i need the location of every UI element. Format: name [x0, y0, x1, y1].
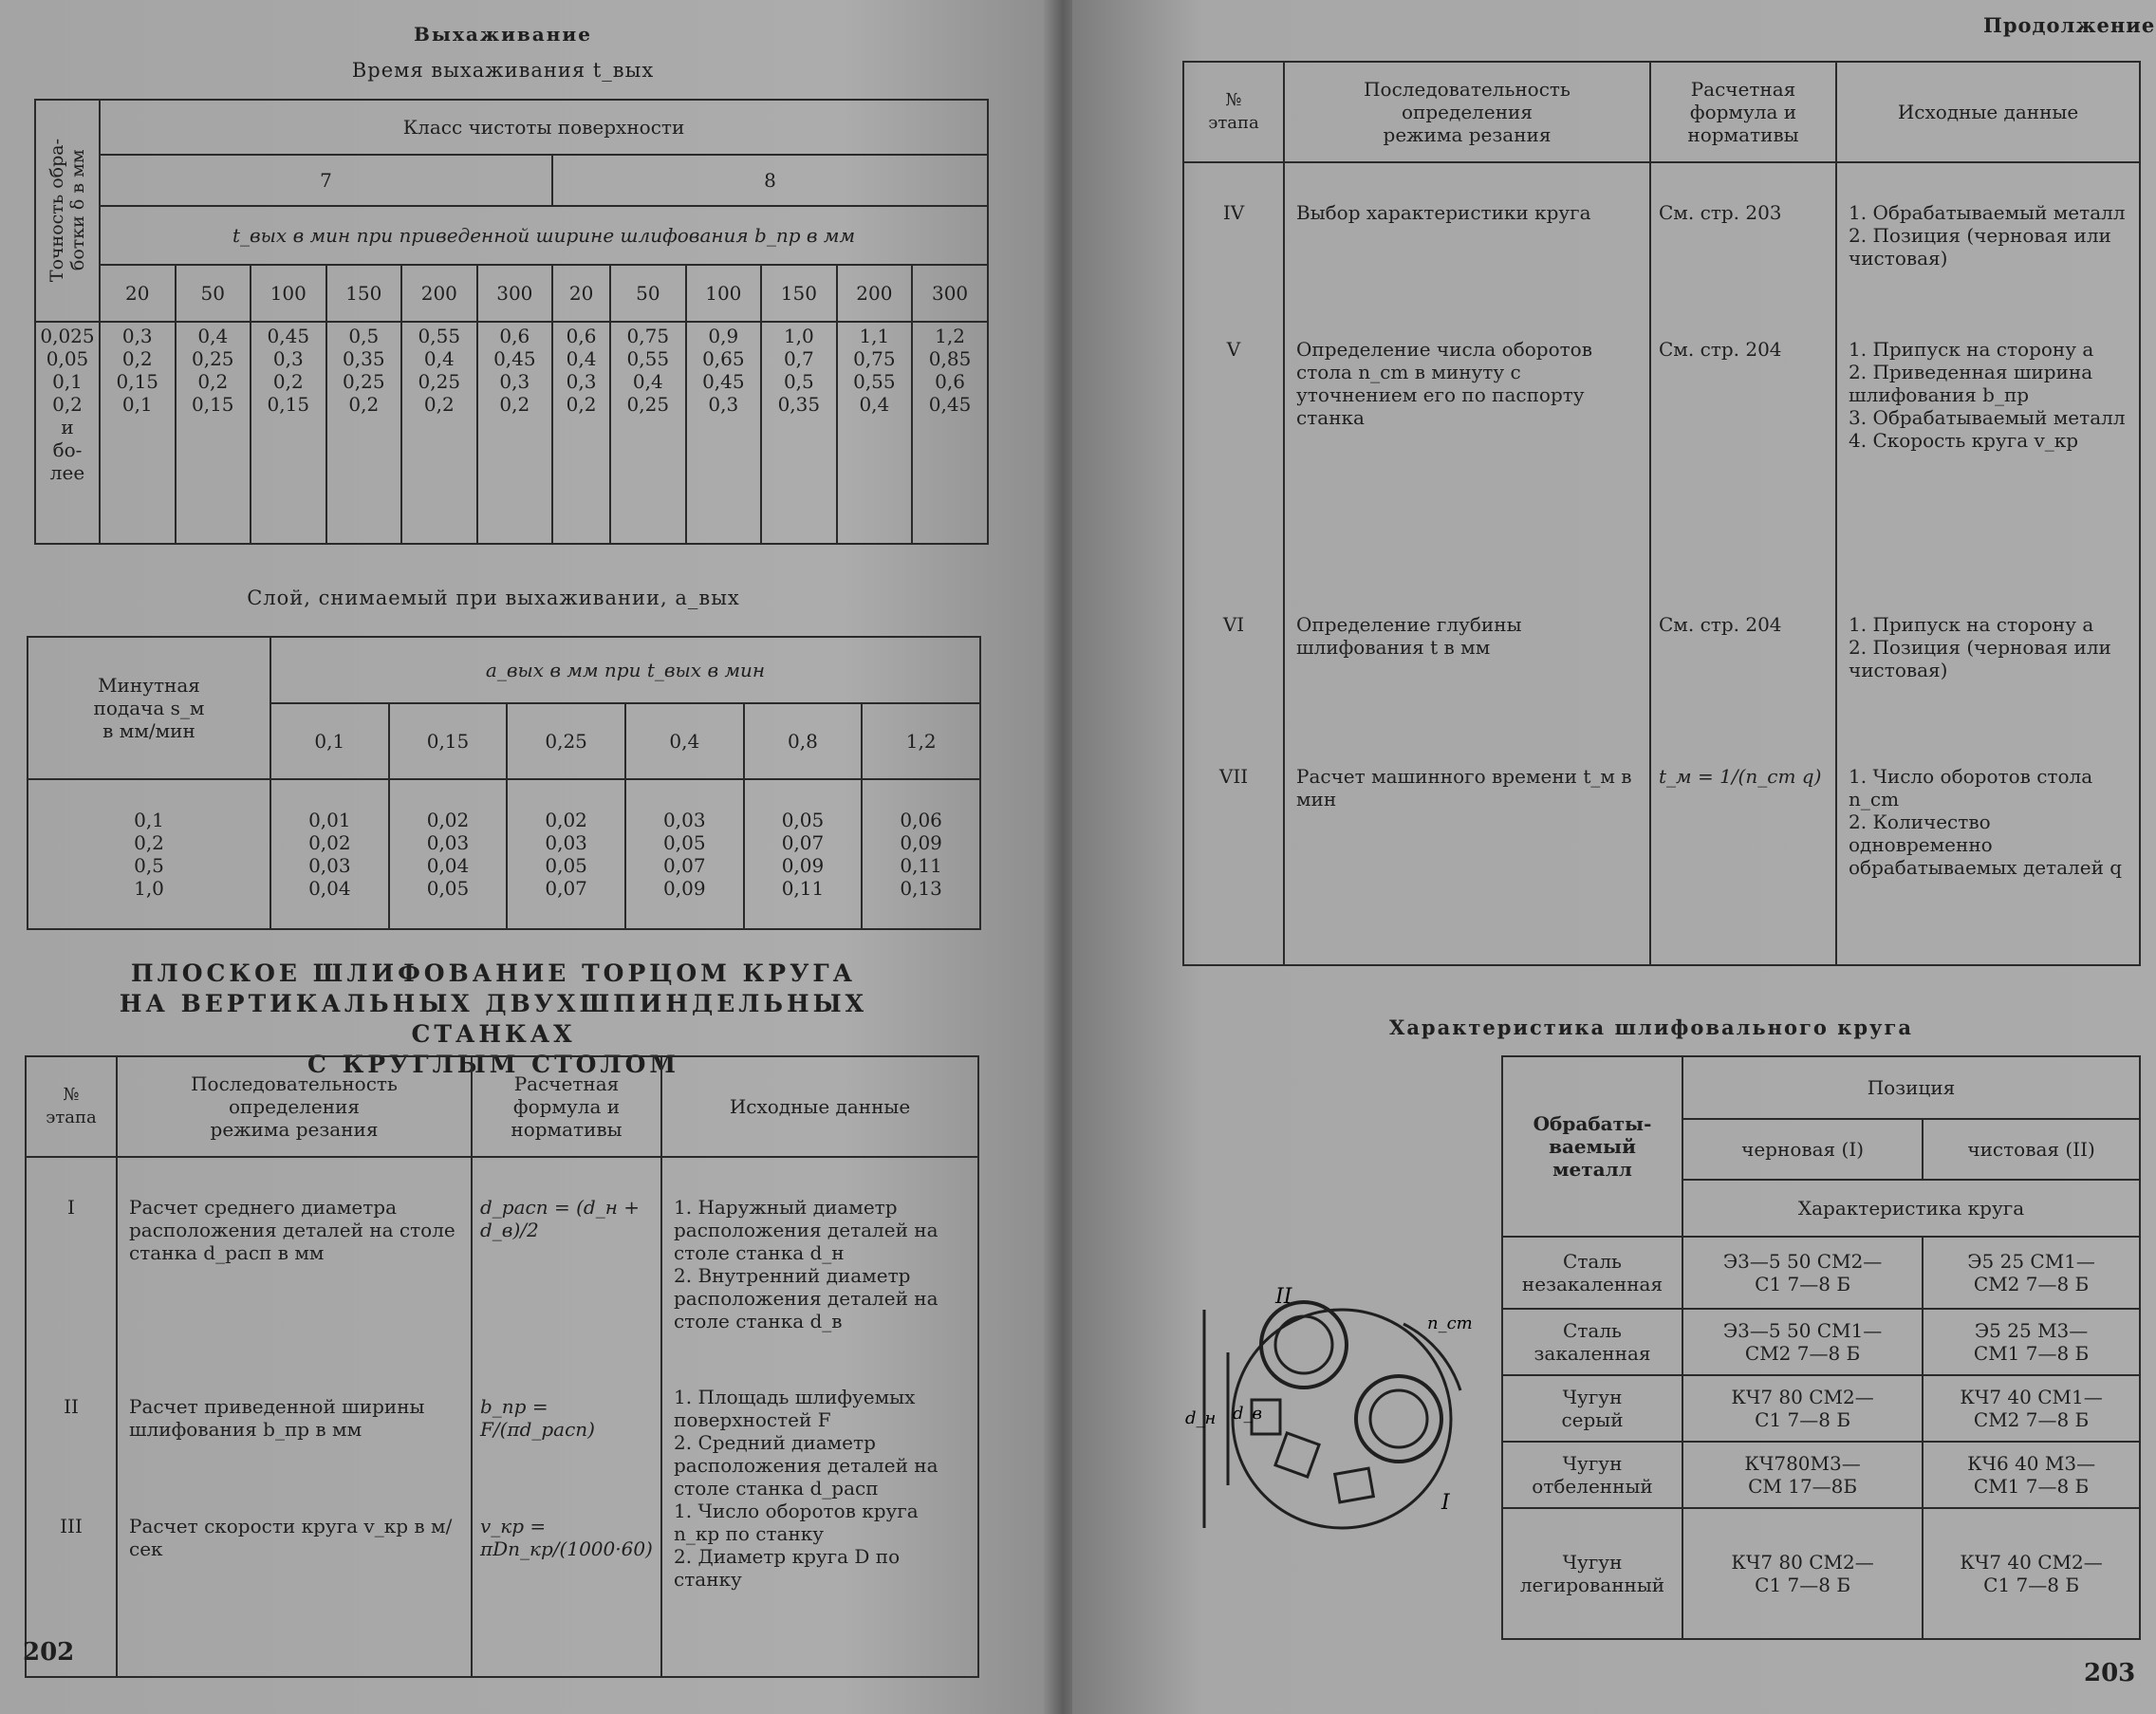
time-cell: 0,25 — [507, 703, 625, 779]
finish-cell: Э5 25 М3— СМ1 7—8 Б — [1923, 1309, 2140, 1375]
value-column: 0,75 0,55 0,4 0,25 — [610, 322, 686, 544]
sequence-cell: Выбор характеристики круга Определение числа оборотов стола n_cm в минуту с уточнением его по паспорту станка Определение глубины шлифования t в мм Расчет машинного времени t_м в мин — [1284, 162, 1650, 965]
page-number-right: 203 — [2084, 1659, 2136, 1687]
width-cell: 200 — [401, 265, 477, 322]
time-cell: 0,4 — [625, 703, 744, 779]
right-page — [1072, 0, 2156, 1714]
width-cell: 20 — [552, 265, 610, 322]
wheel-finish-inner — [1370, 1390, 1427, 1447]
table-wheel-spec — [1182, 1055, 2141, 1640]
formula-cell: См. стр. 203 См. стр. 204 См. стр. 204 t_м = 1/(n_cm q) — [1650, 162, 1836, 965]
col-inputs-header: Исходные данные — [661, 1056, 978, 1157]
position-header: Позиция — [1682, 1056, 2140, 1119]
finish-cell: КЧ6 40 М3— СМ1 7—8 Б — [1923, 1442, 2140, 1508]
time-cell: 0,15 — [389, 703, 508, 779]
metal-cell: Чугун отбеленный — [1502, 1442, 1682, 1508]
table-stages-2 — [1182, 61, 2141, 966]
value-column: 1,2 0,85 0,6 0,45 — [912, 322, 988, 544]
finish-cell: КЧ7 40 СМ2— С1 7—8 Б — [1923, 1508, 2140, 1639]
rotary-table-diagram — [1185, 1276, 1498, 1561]
stage-cell: IV V VI VII — [1183, 162, 1284, 965]
value-column: 1,1 0,75 0,55 0,4 — [837, 322, 913, 544]
metal-cell: Сталь закаленная — [1502, 1309, 1682, 1375]
width-cell: 100 — [251, 265, 326, 322]
label-II: II — [1275, 1285, 1292, 1309]
metal-header: Обрабаты- ваемый металл — [1502, 1056, 1682, 1237]
width-cell: 300 — [477, 265, 553, 322]
sequence-cell: Расчет среднего диаметра расположения деталей на столе станка d_расп в мм Расчет приведенной ширины шлифования b_пр в мм Расчет скорости круга v_кр в м/сек — [117, 1157, 472, 1677]
inputs-cell: 1. Наружный диаметр расположения деталей на столе станка d_н 2. Внутренний диаметр расположения деталей на столе станка d_в 1. Площадь шлифуемых поверхностей F 2. Средний диаметр расположения деталей на столе станка d_расп 1. Число оборотов круга n_кр по станку 2. Диаметр круга D по станку — [661, 1157, 978, 1677]
label-dv: d_в — [1233, 1404, 1262, 1424]
diagram-cell — [1182, 1056, 1502, 1639]
col-sequence-header: Последовательность определения режима резания — [117, 1056, 472, 1157]
width-cell: 50 — [176, 265, 251, 322]
time-subheader: t_вых в мин при приведенной ширине шлифования b_пр в мм — [100, 206, 988, 265]
label-dn: d_н — [1185, 1408, 1217, 1428]
layer-column: 0,03 0,05 0,07 0,09 — [625, 779, 744, 929]
accuracy-header: Точность обра- ботки δ в мм — [35, 100, 100, 322]
finish-cell: Э5 25 СМ1— СМ2 7—8 Б — [1923, 1237, 2140, 1309]
part-1 — [1275, 1433, 1319, 1477]
layer-column: 0,06 0,09 0,11 0,13 — [862, 779, 980, 929]
time-caption: Время выхаживания t_вых — [351, 59, 655, 82]
layer-header: a_вых в мм при t_вых в мин — [270, 637, 980, 703]
part-2 — [1335, 1468, 1374, 1502]
metal-cell: Чугун легированный — [1502, 1508, 1682, 1639]
feed-values: 0,1 0,2 0,5 1,0 — [28, 779, 270, 929]
col-formula-header: Расчетная формула и нормативы — [1650, 62, 1836, 162]
class-header: Класс чистоты поверхности — [100, 100, 988, 155]
rough-header: черновая (I) — [1682, 1119, 1923, 1180]
rough-cell: КЧ7 80 СМ2— С1 7—8 Б — [1682, 1508, 1923, 1639]
layer-column: 0,01 0,02 0,03 0,04 — [270, 779, 389, 929]
wheel-char-header: Характеристика круга — [1682, 1180, 2140, 1237]
layer-column: 0,02 0,03 0,04 0,05 — [389, 779, 508, 929]
label-n: n_cm — [1427, 1313, 1473, 1333]
accuracy-values: 0,025 0,05 0,1 0,2 и бо- лее — [35, 322, 100, 544]
value-column: 1,0 0,7 0,5 0,35 — [761, 322, 837, 544]
width-cell: 300 — [912, 265, 988, 322]
col-sequence-header: Последовательность определения режима резания — [1284, 62, 1650, 162]
width-cell: 150 — [761, 265, 837, 322]
layer-column: 0,05 0,07 0,09 0,11 — [744, 779, 863, 929]
value-column: 0,45 0,3 0,2 0,15 — [251, 322, 326, 544]
value-column: 0,6 0,4 0,3 0,2 — [552, 322, 610, 544]
col-stage-header: № этапа — [1183, 62, 1284, 162]
feed-header: Минутная подача s_м в мм/мин — [28, 637, 270, 779]
class-8: 8 — [552, 155, 988, 206]
finish-cell: КЧ7 40 СМ1— СМ2 7—8 Б — [1923, 1375, 2140, 1442]
value-column: 0,3 0,2 0,15 0,1 — [100, 322, 176, 544]
rough-cell: Э3—5 50 СМ2— С1 7—8 Б — [1682, 1237, 1923, 1309]
layer-caption: Слой, снимаемый при выхаживании, a_вых — [247, 587, 740, 609]
value-column: 0,5 0,35 0,25 0,2 — [326, 322, 402, 544]
rough-cell: Э3—5 50 СМ1— СМ2 7—8 Б — [1682, 1309, 1923, 1375]
page-number-left: 202 — [23, 1638, 75, 1667]
rough-cell: КЧ7 80 СМ2— С1 7—8 Б — [1682, 1375, 1923, 1442]
stage-cell: I II III — [26, 1157, 117, 1677]
table-spark-out-layer — [27, 636, 981, 930]
value-column: 0,9 0,65 0,45 0,3 — [686, 322, 762, 544]
width-cell: 150 — [326, 265, 402, 322]
value-column: 0,6 0,45 0,3 0,2 — [477, 322, 553, 544]
table-spark-out-time — [34, 99, 989, 545]
width-cell: 50 — [610, 265, 686, 322]
metal-cell: Чугун серый — [1502, 1375, 1682, 1442]
time-cell: 1,2 — [862, 703, 980, 779]
rotary-table-circle — [1233, 1310, 1451, 1528]
heading-vykhazhivanie: Выхаживание — [414, 23, 592, 46]
width-cell: 200 — [837, 265, 913, 322]
value-column: 0,55 0,4 0,25 0,2 — [401, 322, 477, 544]
continuation-label: Продолжение — [1983, 13, 2156, 37]
width-cell: 20 — [100, 265, 176, 322]
formula-cell: d_расп = (d_н + d_в)/2 b_пр = F/(πd_расп) v_кр = πDn_кр/(1000·60) — [472, 1157, 661, 1677]
time-cell: 0,8 — [744, 703, 863, 779]
wheel-title: Характеристика шлифовального круга — [1389, 1015, 1913, 1039]
inputs-cell: 1. Обрабатываемый металл 2. Позиция (черновая или чистовая) 1. Припуск на сторону a 2. Приведенная ширина шлифования b_пр 3. Обрабатываемый металл 4. Скорость круга v_кр 1. Припуск на сторону a 2. Позиция (черновая или чистовая) 1. Число оборотов стола n_cm 2. Количество одновременно обрабатываемых деталей q — [1836, 162, 2140, 965]
col-formula-header: Расчетная формула и нормативы — [472, 1056, 661, 1157]
label-I: I — [1441, 1491, 1450, 1515]
layer-column: 0,02 0,03 0,05 0,07 — [507, 779, 625, 929]
wheel-rough-inner — [1275, 1316, 1332, 1373]
rough-cell: КЧ780М3— СМ 17—8Б — [1682, 1442, 1923, 1508]
metal-cell: Сталь незакаленная — [1502, 1237, 1682, 1309]
time-cell: 0,1 — [270, 703, 389, 779]
col-stage-header: № этапа — [26, 1056, 117, 1157]
section-title: ПЛОСКОЕ ШЛИФОВАНИЕ ТОРЦОМ КРУГА НА ВЕРТИКАЛЬНЫХ ДВУХШПИНДЕЛЬНЫХ СТАНКАХ С КРУГЛЫМ СТОЛОМ — [119, 959, 868, 1078]
value-column: 0,4 0,25 0,2 0,15 — [176, 322, 251, 544]
width-cell: 100 — [686, 265, 762, 322]
left-page — [0, 0, 1053, 1714]
table-stages-1 — [25, 1055, 979, 1678]
finish-header: чистовая (II) — [1923, 1119, 2140, 1180]
class-7: 7 — [100, 155, 552, 206]
col-inputs-header: Исходные данные — [1836, 62, 2140, 162]
